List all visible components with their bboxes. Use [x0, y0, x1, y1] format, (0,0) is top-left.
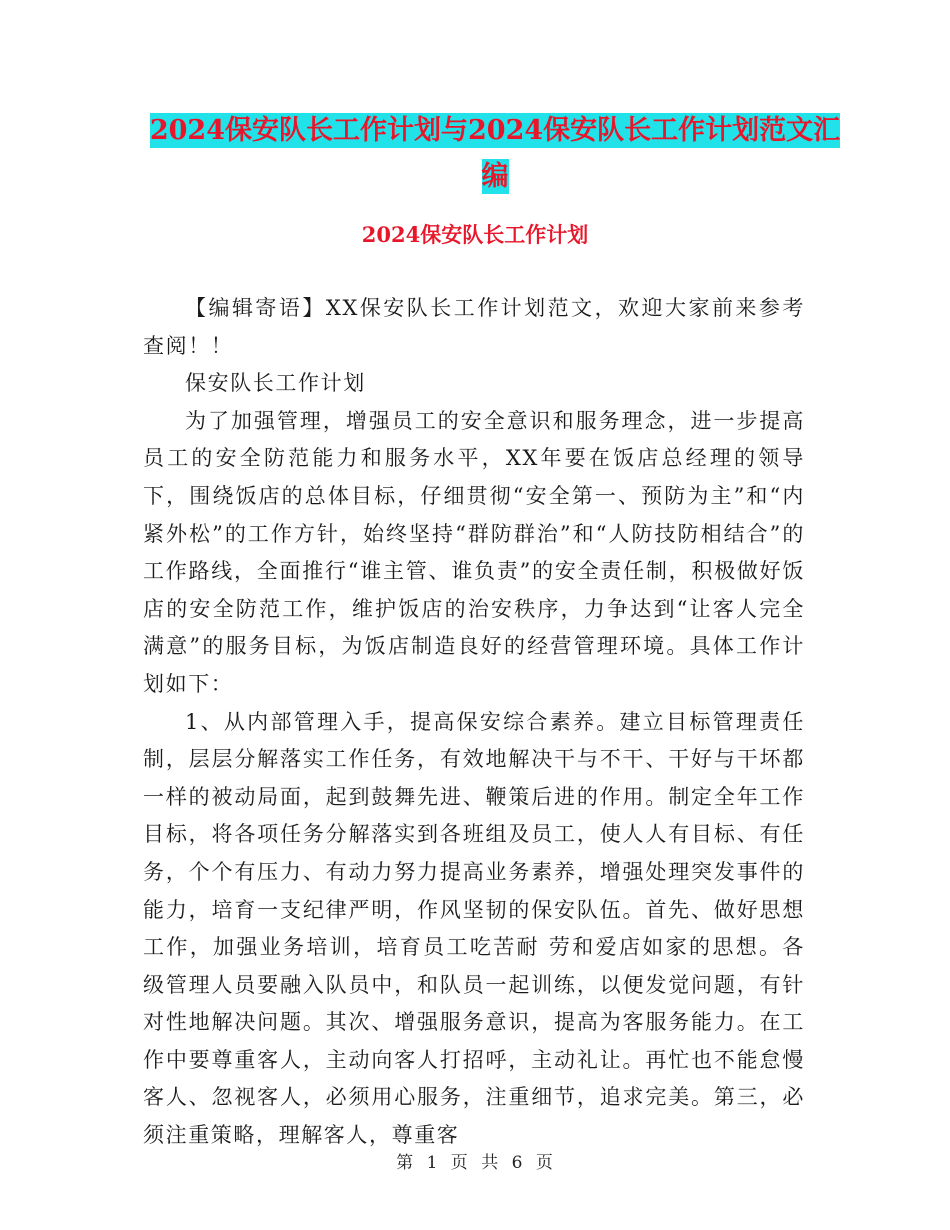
footer-label-page: 第	[396, 1153, 415, 1173]
editor-note-paragraph: 【编辑寄语】XX保安队长工作计划范文，欢迎大家前来参考查阅！！	[143, 296, 805, 358]
section-title: 2024保安队长工作计划	[361, 222, 589, 247]
page-footer	[0, 1151, 950, 1175]
footer-label-unit: 页	[450, 1153, 469, 1173]
document-body	[143, 290, 805, 1155]
document-title	[140, 108, 850, 200]
footer-label-unit2: 页	[535, 1153, 554, 1173]
subheading-paragraph: 保安队长工作计划	[185, 371, 366, 396]
footer-current-page: 1	[426, 1153, 439, 1173]
plan-item-1-paragraph: 1、从内部管理入手，提高保安综合素养。建立目标管理责任制，层层分解落实工作任务，有效地解决干与不干、干好与干坏都一样的被动局面，起到鼓舞先进、鞭策后进的作用。制定全年工作目标，将各项任务分解落实到各班组及员工，使人人有目标、有任务，个个有压力、有动力努力提高业务素养，增强处理突发事件的能力，培育一支纪律严明，作风坚韧的保安队伍。首先、做好思想工作，加强业务培训，培育员工吃苦耐 劳和爱店如家的思想。各级管理人员要融入队员中，和队员一起训练，以便发觉问题，有针对性地解决问题。其次、增强服务意识，提高为客服务能力。在工作中要尊重客人，主动向客人打招呼，主动礼让。再忙也不能怠慢客人、忽视客人，必须用心服务，注重细节，追求完美。第三，必须注重策略，理解客人，尊重客	[143, 709, 805, 1148]
document-title-text: 2024保安队长工作计划与2024保安队长工作计划范文汇编	[149, 115, 841, 192]
footer-total-pages: 6	[511, 1153, 524, 1173]
footer-label-total: 共	[481, 1153, 500, 1173]
intro-paragraph: 为了加强管理，增强员工的安全意识和服务理念，进一步提高员工的安全防范能力和服务水平，XX年要在饭店总经理的领导下，围绕饭店的总体目标，仔细贯彻“安全第一、预防为主”和“内紧外松”的工作方针，始终坚持“群防群治”和“人防技防相结合”的工作路线，全面推行“谁主管、谁负责”的安全责任制，积极做好饭店的安全防范工作，维护饭店的治安秩序，力争达到“让客人完全满意”的服务目标，为饭店制造良好的经营管理环境。具体工作计划如下：	[143, 408, 805, 696]
